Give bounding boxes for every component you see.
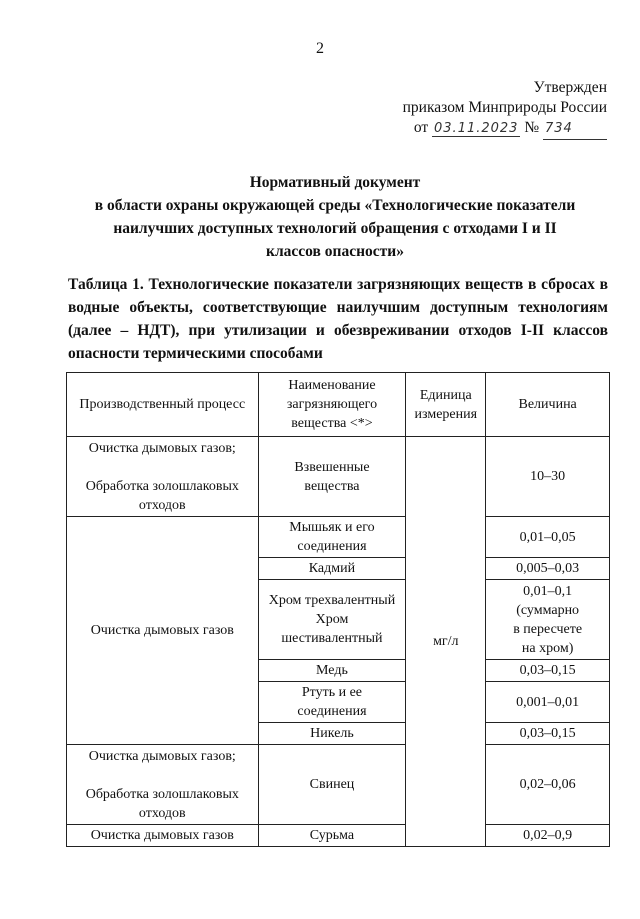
header-substance: Наименование загрязняющего вещества <*>: [258, 373, 406, 437]
number-value: 734: [543, 119, 607, 140]
unit-cell: мг/л: [406, 437, 486, 847]
value-cell: 0,02–0,9: [486, 825, 610, 847]
substance-cell: Медь: [258, 660, 406, 682]
process-cell: Очистка дымовых газов; Обработка золошлаковых отходов: [67, 437, 259, 517]
table-row: [67, 745, 610, 825]
indicators-table: [66, 372, 610, 847]
process-cell: Очистка дымовых газов: [67, 825, 259, 847]
value-cell: 0,03–0,15: [486, 723, 610, 745]
approval-line-1: Утвержден: [533, 79, 607, 96]
table-row: [67, 825, 610, 847]
substance-cell: Хром трехвалентный Хром шестивалентный: [258, 580, 406, 660]
date-prefix: от: [413, 119, 429, 136]
value-cell: 10–30: [486, 437, 610, 517]
substance-cell: Свинец: [258, 745, 406, 825]
value-cell: 0,01–0,1 (суммарно в пересчете на хром): [486, 580, 610, 660]
table-row: [67, 517, 610, 558]
substance-cell: Мышьяк и его соединения: [258, 517, 406, 558]
table-caption: Таблица 1. Технологические показатели загрязняющих веществ в сбросах в водные объекты, соответствующие наилучшим доступным технологиям (далее – НДТ), при утилизации и обезвреживании отходов I-II классов опасности термическими способами: [68, 276, 608, 362]
process-cell: Очистка дымовых газов; Обработка золошлаковых отходов: [67, 745, 259, 825]
title-line-4: классов опасности»: [266, 243, 404, 260]
table-row: [67, 437, 610, 517]
title-line-1: Нормативный документ: [249, 174, 421, 191]
document-title: [80, 171, 590, 263]
value-cell: 0,005–0,03: [486, 558, 610, 580]
value-cell: 0,02–0,06: [486, 745, 610, 825]
substance-cell: Кадмий: [258, 558, 406, 580]
value-cell: 0,001–0,01: [486, 682, 610, 723]
value-cell: 0,01–0,05: [486, 517, 610, 558]
approval-date-line: [367, 118, 607, 140]
approval-stamp: [367, 78, 607, 140]
date-value: 03.11.2023: [434, 121, 519, 136]
header-unit: Единица измерения: [406, 373, 486, 437]
number-prefix: №: [524, 119, 540, 136]
process-cell: Очистка дымовых газов: [67, 517, 259, 745]
substance-cell: Сурьма: [258, 825, 406, 847]
title-line-3: наилучших доступных технологий обращения с отходами I и II: [113, 220, 557, 237]
title-line-2: в области охраны окружающей среды «Технологические показатели: [94, 197, 576, 214]
substance-cell: Взвешенные вещества: [258, 437, 406, 517]
substance-cell: Никель: [258, 723, 406, 745]
value-cell: 0,03–0,15: [486, 660, 610, 682]
table-header-row: [67, 373, 610, 437]
approval-line-2: приказом Минприроды России: [402, 99, 607, 116]
page-number: 2: [316, 40, 324, 57]
header-process: Производственный процесс: [67, 373, 259, 437]
header-value: Величина: [486, 373, 610, 437]
substance-cell: Ртуть и ее соединения: [258, 682, 406, 723]
